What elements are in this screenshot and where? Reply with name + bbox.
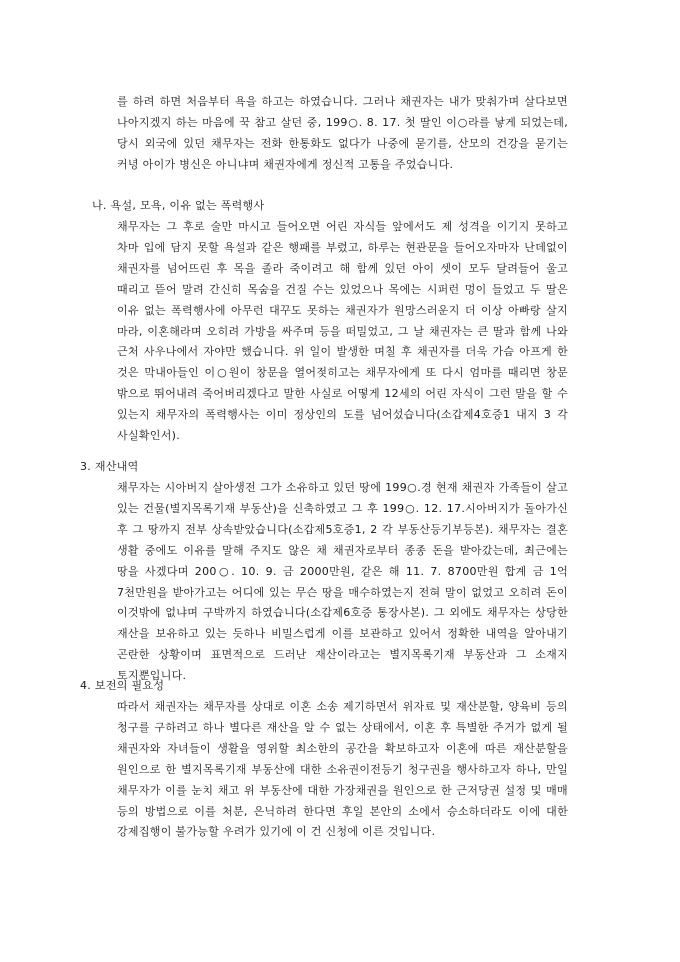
section-na-heading: 나. 욕설, 모욕, 이유 없는 폭력행사 xyxy=(92,199,265,212)
continuation-paragraph: 를 하려 하면 처음부터 욕을 하고는 하였습니다. 그러나 채권자는 내가 맞춰가며 살다보면 나아지겠지 하는 마음에 꾹 참고 살던 중, 199○. 8. 17. 첫 딸인 이○라를 낳게 되었는데, 당시 외국에 있던 채무자는 전화 한통화도 없다가 나중에 묻기를, 산모의 건강을 묻기는 커녕 아이가 병신은 아니냐며 채권자에게 정신적 고통을 주었습니다. xyxy=(117,95,568,171)
section-3-body: 채무자는 시아버지 살아생전 그가 소유하고 있던 땅에 199○.경 현재 채권자 가족들이 살고 있는 건물(별지목록기재 부동산)을 신축하였고 그 후 199○. 12. 17.시아버지가 돌아가신 후 그 땅까지 전부 상속받았습니다(소갑제5호증1, 2 각 부동산등기부등본). 채무자는 결혼 생활 중에도 이유를 말해 주지도 않은 채 채권자로부터 종종 돈을 받아갔는데, 최근에는 땅을 사겠다며 200○. 10. 9. 금 2000만원, 같은 해 11. 7. 8700만원 합계 금 1억 7천만원을 받아가고는 어디에 있는 무슨 땅을 매수하였는지 전혀 말이 없었고 오히려 돈이 이것밖에 없냐며 구박까지 하였습니다(소갑제6호증 통장사본). 그 외에도 채무자는 상당한 재산을 보유하고 있는 듯하나 비밀스럽게 이를 보관하고 있어서 정확한 내역을 알아내기 곤란한 상황이며 표면적으로 드러난 재산이라고는 별지목록기재 부동산과 그 소재지 토지뿐입니다. xyxy=(117,481,568,683)
section-4-heading: 4. 보전의 필요성 xyxy=(80,679,165,692)
section-4-body: 따라서 채권자는 채무자를 상대로 이혼 소송 제기하면서 위자료 및 재산분할, 양육비 등의 청구를 구하려고 하나 별다른 재산을 알 수 없는 상태에서, 이혼 후 특별한 주거가 없게 될 채권자와 자녀들이 생활을 영위할 최소한의 공간을 확보하고자 이혼에 따른 재산분할을 원인으로 한 별지목록기재 부동산에 대한 소유권이전등기 청구권을 행사하고자 하나, 만일 채무자가 이를 눈치 채고 위 부동산에 대한 가장채권을 원인으로 한 근저당권 설정 및 매매 등의 방법으로 이를 처분, 은닉하려 한다면 후일 본안의 소에서 승소하더라도 이에 대한 강제집행이 불가능할 우려가 있기에 이 건 신청에 이른 것입니다. xyxy=(117,700,568,839)
section-3-heading: 3. 재산내역 xyxy=(80,460,139,473)
section-na-body: 채무자는 그 후로 술만 마시고 들어오면 어린 자식들 앞에서도 제 성격을 이기지 못하고 차마 입에 담지 못할 욕설과 같은 행패를 부렸고, 하루는 현관문을 들어오자마자 난데없이 채권자를 넘어뜨린 후 목을 졸라 죽이려고 해 함께 있던 아이 셋이 모두 달려들어 울고 때리고 뜯어 말려 간신히 목숨을 건질 수는 있었으나 목에는 시퍼런 멍이 들었고 두 딸은 이유 없는 폭력행사에 아무런 대꾸도 못하는 채권자가 원망스러운지 더 이상 아빠랑 살지 마라, 이혼해라며 오히려 가방을 싸주며 등을 떠밀었고, 그 날 채권자는 큰 딸과 함께 나와 근처 사우나에서 자야만 했습니다. 위 일이 발생한 며칠 후 채권자를 더욱 가슴 아프게 한 것은 막내아들인 이○원이 창문을 열어젖히고는 채무자에게 또 다시 엄마를 때리면 창문 밖으로 뛰어내려 죽어버리겠다고 말한 사실로 어떻게 12세의 어린 자식이 그런 말을 할 수 있는지 채무자의 폭력행사는 이미 정상인의 도를 넘어섰습니다(소갑제4호증1 내지 3 각 사실확인서). xyxy=(117,220,568,443)
